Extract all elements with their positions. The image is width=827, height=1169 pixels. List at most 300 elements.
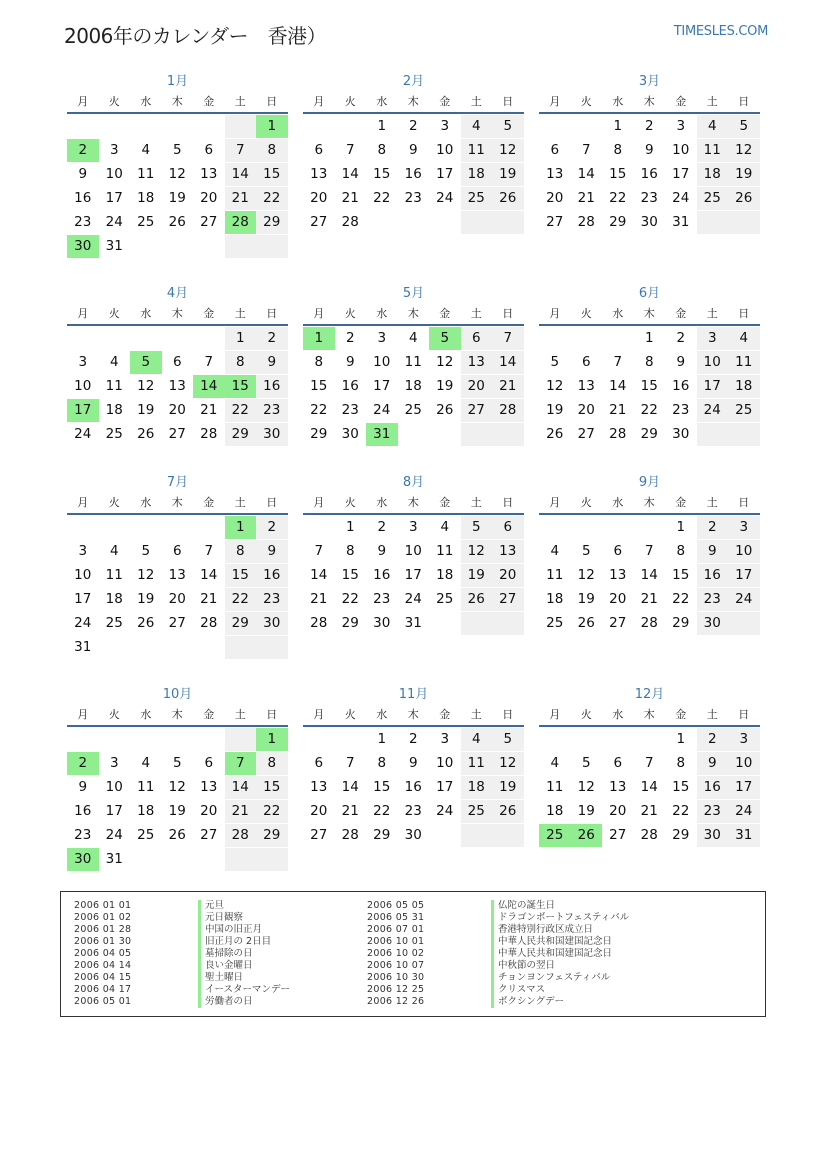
day-cell: 6 bbox=[613, 755, 623, 771]
day-cell: 25 bbox=[461, 800, 493, 823]
day-cell: 1 bbox=[676, 519, 686, 535]
weekday-label: 水 bbox=[376, 496, 388, 509]
month-name: 5月 bbox=[402, 286, 425, 301]
empty-cell bbox=[193, 636, 225, 659]
day-cell: 15 bbox=[225, 375, 257, 398]
day-cell: 4 bbox=[550, 543, 560, 559]
empty-cell bbox=[225, 848, 257, 871]
empty-cell bbox=[130, 327, 162, 350]
day-cell: 6 bbox=[461, 327, 493, 350]
day-cell: 7 bbox=[225, 752, 257, 775]
day-cell: 20 bbox=[168, 591, 186, 607]
day-cell: 21 bbox=[640, 803, 658, 819]
weekday-label: 火 bbox=[344, 496, 356, 509]
day-cell: 27 bbox=[310, 827, 328, 843]
weekday-label: 火 bbox=[580, 307, 592, 320]
day-cell: 13 bbox=[461, 351, 493, 374]
holiday-date: 2006 10 07 bbox=[367, 960, 425, 971]
day-cell: 26 bbox=[137, 615, 155, 631]
holiday-row bbox=[61, 912, 290, 924]
day-cell: 3 bbox=[78, 543, 88, 559]
day-cell: 4 bbox=[461, 115, 493, 138]
day-cell: 11 bbox=[105, 567, 123, 583]
weekday-label: 木 bbox=[407, 307, 419, 320]
weekday-label: 水 bbox=[140, 708, 152, 721]
day-cell: 25 bbox=[436, 591, 454, 607]
day-cell: 12 bbox=[728, 139, 760, 162]
empty-cell bbox=[225, 115, 257, 138]
day-grid bbox=[67, 326, 288, 446]
day-cell: 30 bbox=[341, 426, 359, 442]
day-cell: 5 bbox=[130, 351, 162, 374]
weekday-label: 木 bbox=[171, 307, 183, 320]
day-cell: 8 bbox=[256, 139, 288, 162]
empty-cell bbox=[728, 423, 760, 446]
empty-cell bbox=[492, 612, 524, 635]
weekday-label: 土 bbox=[706, 496, 718, 509]
weekday-label: 金 bbox=[675, 307, 687, 320]
day-cell: 17 bbox=[728, 564, 760, 587]
weekday-label: 火 bbox=[108, 307, 120, 320]
empty-cell bbox=[461, 211, 493, 234]
day-cell: 26 bbox=[137, 426, 155, 442]
empty-cell bbox=[571, 728, 603, 751]
day-grid bbox=[67, 114, 288, 258]
day-grid bbox=[67, 515, 288, 659]
holiday-list-left bbox=[61, 900, 290, 1008]
weekday-label: 金 bbox=[439, 708, 451, 721]
day-cell: 31 bbox=[404, 615, 422, 631]
holiday-date: 2006 01 01 bbox=[74, 900, 132, 911]
day-cell: 29 bbox=[609, 214, 627, 230]
day-cell: 10 bbox=[728, 540, 760, 563]
day-cell: 22 bbox=[672, 591, 690, 607]
day-cell: 29 bbox=[256, 211, 288, 234]
day-cell: 9 bbox=[78, 779, 88, 795]
day-cell: 24 bbox=[672, 190, 690, 206]
day-cell: 1 bbox=[613, 118, 623, 134]
holiday-name: クリスマス bbox=[491, 984, 545, 996]
day-cell: 13 bbox=[546, 166, 564, 182]
day-cell: 22 bbox=[310, 402, 328, 418]
holiday-date: 2006 10 02 bbox=[367, 948, 425, 959]
holiday-date: 2006 05 05 bbox=[367, 900, 425, 911]
day-cell: 12 bbox=[461, 540, 493, 563]
day-cell: 31 bbox=[105, 851, 123, 867]
day-cell: 28 bbox=[492, 399, 524, 422]
day-cell: 27 bbox=[546, 214, 564, 230]
day-cell: 21 bbox=[640, 591, 658, 607]
weekday-label: 土 bbox=[706, 95, 718, 108]
holiday-date: 2006 10 30 bbox=[367, 972, 425, 983]
day-cell: 1 bbox=[256, 115, 288, 138]
weekday-label: 日 bbox=[738, 307, 750, 320]
holiday-date: 2006 01 30 bbox=[74, 936, 132, 947]
day-cell: 4 bbox=[141, 755, 151, 771]
day-cell: 3 bbox=[728, 728, 760, 751]
day-cell: 16 bbox=[697, 776, 729, 799]
weekday-label: 火 bbox=[108, 708, 120, 721]
day-cell: 22 bbox=[256, 187, 288, 210]
empty-cell bbox=[461, 423, 493, 446]
day-cell: 23 bbox=[697, 588, 729, 611]
weekday-label: 日 bbox=[266, 307, 278, 320]
day-cell: 12 bbox=[168, 166, 186, 182]
day-cell: 24 bbox=[404, 591, 422, 607]
day-cell: 30 bbox=[256, 423, 288, 446]
day-cell: 7 bbox=[644, 755, 654, 771]
day-cell: 26 bbox=[461, 588, 493, 611]
weekday-label: 火 bbox=[580, 496, 592, 509]
day-cell: 16 bbox=[74, 803, 92, 819]
day-cell: 20 bbox=[492, 564, 524, 587]
day-cell: 7 bbox=[345, 142, 355, 158]
holiday-name: チョンヨンフェスティバル bbox=[491, 972, 610, 984]
day-cell: 21 bbox=[577, 190, 595, 206]
day-cell: 23 bbox=[341, 402, 359, 418]
day-cell: 26 bbox=[577, 615, 595, 631]
weekday-label: 月 bbox=[549, 307, 561, 320]
day-cell: 13 bbox=[168, 567, 186, 583]
day-cell: 21 bbox=[310, 591, 328, 607]
empty-cell bbox=[99, 728, 131, 751]
month-1 bbox=[67, 72, 288, 258]
holiday-row bbox=[354, 936, 629, 948]
day-cell: 7 bbox=[581, 142, 591, 158]
day-cell: 18 bbox=[137, 190, 155, 206]
month-7 bbox=[67, 473, 288, 659]
holiday-name: 中華人民共和国建国記念日 bbox=[491, 948, 612, 960]
day-cell: 23 bbox=[672, 402, 690, 418]
month-11 bbox=[303, 685, 524, 847]
day-cell: 12 bbox=[492, 752, 524, 775]
day-cell: 3 bbox=[109, 142, 119, 158]
day-cell: 27 bbox=[200, 827, 218, 843]
day-cell: 21 bbox=[341, 803, 359, 819]
empty-cell bbox=[492, 423, 524, 446]
day-cell: 16 bbox=[697, 564, 729, 587]
day-cell: 1 bbox=[644, 330, 654, 346]
day-cell: 15 bbox=[672, 567, 690, 583]
day-cell: 25 bbox=[697, 187, 729, 210]
day-cell: 2 bbox=[697, 516, 729, 539]
day-cell: 18 bbox=[105, 591, 123, 607]
day-cell: 2 bbox=[377, 519, 387, 535]
day-cell: 2 bbox=[676, 330, 686, 346]
day-cell: 30 bbox=[697, 612, 729, 635]
day-cell: 19 bbox=[461, 564, 493, 587]
holiday-date: 2006 10 01 bbox=[367, 936, 425, 947]
day-cell: 13 bbox=[310, 166, 328, 182]
day-cell: 13 bbox=[492, 540, 524, 563]
day-cell: 17 bbox=[436, 779, 454, 795]
day-cell: 1 bbox=[303, 327, 335, 350]
day-cell: 19 bbox=[137, 402, 155, 418]
empty-cell bbox=[539, 115, 571, 138]
day-cell: 8 bbox=[644, 354, 654, 370]
day-cell: 14 bbox=[310, 567, 328, 583]
month-name: 12月 bbox=[634, 687, 665, 702]
day-cell: 26 bbox=[436, 402, 454, 418]
day-cell: 9 bbox=[256, 351, 288, 374]
day-cell: 3 bbox=[676, 118, 686, 134]
day-cell: 14 bbox=[577, 166, 595, 182]
holiday-list-right bbox=[354, 900, 629, 1008]
day-cell: 11 bbox=[461, 139, 493, 162]
weekday-label: 月 bbox=[313, 708, 325, 721]
holiday-row bbox=[61, 996, 290, 1008]
holiday-name: 中国の旧正月 bbox=[198, 924, 262, 936]
day-cell: 12 bbox=[137, 378, 155, 394]
day-cell: 25 bbox=[137, 214, 155, 230]
holiday-row bbox=[354, 984, 629, 996]
day-cell: 28 bbox=[200, 615, 218, 631]
day-cell: 25 bbox=[539, 824, 571, 847]
day-cell: 18 bbox=[105, 402, 123, 418]
holiday-name: 墓掃除の日 bbox=[198, 948, 253, 960]
day-cell: 14 bbox=[225, 163, 257, 186]
site-name: TIMESLES.COM bbox=[673, 24, 768, 39]
empty-cell bbox=[429, 612, 461, 635]
day-cell: 20 bbox=[200, 190, 218, 206]
day-cell: 16 bbox=[74, 190, 92, 206]
weekday-label: 水 bbox=[140, 95, 152, 108]
day-cell: 9 bbox=[676, 354, 686, 370]
holiday-name: ボクシングデー bbox=[491, 996, 564, 1008]
weekday-label: 木 bbox=[643, 95, 655, 108]
day-cell: 7 bbox=[225, 139, 257, 162]
day-cell: 31 bbox=[74, 639, 92, 655]
day-cell: 5 bbox=[429, 327, 461, 350]
day-grid bbox=[539, 114, 760, 234]
weekday-label: 日 bbox=[266, 496, 278, 509]
weekday-label: 火 bbox=[108, 496, 120, 509]
day-cell: 18 bbox=[728, 375, 760, 398]
day-cell: 9 bbox=[408, 142, 418, 158]
day-cell: 17 bbox=[74, 591, 92, 607]
holiday-date: 2006 01 28 bbox=[74, 924, 132, 935]
empty-cell bbox=[697, 423, 729, 446]
day-cell: 15 bbox=[672, 779, 690, 795]
weekday-label: 土 bbox=[706, 307, 718, 320]
day-cell: 9 bbox=[377, 543, 387, 559]
holiday-name: イースターマンデー bbox=[198, 984, 290, 996]
day-cell: 31 bbox=[728, 824, 760, 847]
weekday-label: 日 bbox=[502, 708, 514, 721]
day-cell: 21 bbox=[492, 375, 524, 398]
day-cell: 2 bbox=[67, 752, 99, 775]
day-cell: 10 bbox=[728, 752, 760, 775]
day-cell: 3 bbox=[697, 327, 729, 350]
day-grid bbox=[67, 727, 288, 871]
empty-cell bbox=[99, 327, 131, 350]
weekday-header bbox=[67, 92, 288, 112]
empty-cell bbox=[162, 728, 194, 751]
day-cell: 8 bbox=[256, 752, 288, 775]
weekday-label: 日 bbox=[738, 95, 750, 108]
day-cell: 7 bbox=[644, 543, 654, 559]
day-cell: 3 bbox=[377, 330, 387, 346]
holiday-name: 仏陀の誕生日 bbox=[491, 900, 555, 912]
day-cell: 27 bbox=[461, 399, 493, 422]
empty-cell bbox=[130, 728, 162, 751]
weekday-label: 月 bbox=[77, 307, 89, 320]
day-cell: 7 bbox=[314, 543, 324, 559]
empty-cell bbox=[492, 211, 524, 234]
empty-cell bbox=[193, 728, 225, 751]
day-cell: 11 bbox=[404, 354, 422, 370]
day-cell: 26 bbox=[571, 824, 603, 847]
holiday-row bbox=[354, 996, 629, 1008]
day-cell: 9 bbox=[256, 540, 288, 563]
weekday-label: 金 bbox=[203, 95, 215, 108]
empty-cell bbox=[162, 636, 194, 659]
empty-cell bbox=[634, 728, 666, 751]
day-cell: 23 bbox=[256, 399, 288, 422]
day-cell: 14 bbox=[193, 375, 225, 398]
day-cell: 20 bbox=[546, 190, 564, 206]
weekday-label: 金 bbox=[203, 496, 215, 509]
day-cell: 28 bbox=[609, 426, 627, 442]
day-cell: 6 bbox=[204, 755, 214, 771]
day-cell: 3 bbox=[440, 118, 450, 134]
day-cell: 12 bbox=[492, 139, 524, 162]
empty-cell bbox=[461, 612, 493, 635]
empty-cell bbox=[539, 728, 571, 751]
weekday-header bbox=[539, 304, 760, 324]
day-cell: 29 bbox=[225, 612, 257, 635]
weekday-label: 土 bbox=[470, 708, 482, 721]
day-cell: 17 bbox=[697, 375, 729, 398]
day-cell: 19 bbox=[137, 591, 155, 607]
weekday-label: 土 bbox=[470, 95, 482, 108]
day-cell: 19 bbox=[168, 803, 186, 819]
holiday-list bbox=[60, 891, 766, 1017]
day-grid bbox=[539, 326, 760, 446]
empty-cell bbox=[335, 728, 367, 751]
day-cell: 12 bbox=[137, 567, 155, 583]
day-grid bbox=[303, 326, 524, 446]
weekday-label: 金 bbox=[439, 95, 451, 108]
day-cell: 16 bbox=[640, 166, 658, 182]
day-cell: 15 bbox=[225, 564, 257, 587]
day-grid bbox=[539, 515, 760, 635]
day-cell: 1 bbox=[345, 519, 355, 535]
day-cell: 28 bbox=[225, 211, 257, 234]
day-grid bbox=[303, 515, 524, 635]
day-cell: 5 bbox=[492, 115, 524, 138]
day-cell: 9 bbox=[408, 755, 418, 771]
day-cell: 22 bbox=[609, 190, 627, 206]
day-cell: 25 bbox=[137, 827, 155, 843]
weekday-label: 土 bbox=[234, 708, 246, 721]
weekday-label: 日 bbox=[266, 708, 278, 721]
day-cell: 27 bbox=[200, 214, 218, 230]
day-cell: 29 bbox=[640, 426, 658, 442]
day-cell: 8 bbox=[676, 543, 686, 559]
day-cell: 27 bbox=[577, 426, 595, 442]
holiday-row bbox=[354, 924, 629, 936]
weekday-header bbox=[539, 493, 760, 513]
weekday-label: 月 bbox=[549, 496, 561, 509]
day-cell: 20 bbox=[200, 803, 218, 819]
day-cell: 19 bbox=[577, 591, 595, 607]
day-cell: 27 bbox=[609, 827, 627, 843]
holiday-date: 2006 05 31 bbox=[367, 912, 425, 923]
day-cell: 24 bbox=[697, 399, 729, 422]
day-cell: 10 bbox=[436, 142, 454, 158]
weekday-label: 土 bbox=[706, 708, 718, 721]
day-cell: 17 bbox=[373, 378, 391, 394]
day-cell: 18 bbox=[697, 163, 729, 186]
day-cell: 4 bbox=[461, 728, 493, 751]
day-cell: 24 bbox=[373, 402, 391, 418]
empty-cell bbox=[225, 728, 257, 751]
day-cell: 13 bbox=[577, 378, 595, 394]
day-cell: 27 bbox=[168, 426, 186, 442]
empty-cell bbox=[193, 848, 225, 871]
day-cell: 4 bbox=[109, 354, 119, 370]
day-cell: 31 bbox=[105, 238, 123, 254]
day-grid bbox=[303, 114, 524, 234]
day-cell: 5 bbox=[172, 755, 182, 771]
holiday-name: 中華人民共和国建国記念日 bbox=[491, 936, 612, 948]
holiday-date: 2006 05 01 bbox=[74, 996, 132, 1007]
day-cell: 15 bbox=[373, 779, 391, 795]
day-cell: 2 bbox=[256, 516, 288, 539]
holiday-name: 香港特別行政区成立日 bbox=[491, 924, 593, 936]
empty-cell bbox=[193, 115, 225, 138]
day-cell: 14 bbox=[225, 776, 257, 799]
day-cell: 10 bbox=[74, 567, 92, 583]
day-cell: 31 bbox=[366, 423, 398, 446]
day-cell: 7 bbox=[204, 354, 214, 370]
day-cell: 11 bbox=[697, 139, 729, 162]
empty-cell bbox=[571, 516, 603, 539]
day-cell: 6 bbox=[314, 755, 324, 771]
empty-cell bbox=[67, 115, 99, 138]
day-cell: 16 bbox=[404, 166, 422, 182]
month-10 bbox=[67, 685, 288, 871]
day-cell: 24 bbox=[436, 803, 454, 819]
day-cell: 15 bbox=[256, 163, 288, 186]
weekday-label: 水 bbox=[140, 307, 152, 320]
day-cell: 7 bbox=[492, 327, 524, 350]
page-title: 2006年のカレンダー 香港） bbox=[64, 24, 327, 48]
day-cell: 15 bbox=[341, 567, 359, 583]
day-cell: 16 bbox=[404, 779, 422, 795]
day-cell: 10 bbox=[74, 378, 92, 394]
day-cell: 6 bbox=[581, 354, 591, 370]
empty-cell bbox=[303, 115, 335, 138]
weekday-label: 木 bbox=[171, 708, 183, 721]
day-cell: 24 bbox=[105, 214, 123, 230]
day-cell: 30 bbox=[640, 214, 658, 230]
day-cell: 12 bbox=[436, 354, 454, 370]
month-name: 11月 bbox=[398, 687, 429, 702]
holiday-row bbox=[354, 900, 629, 912]
day-cell: 6 bbox=[172, 543, 182, 559]
day-cell: 9 bbox=[644, 142, 654, 158]
empty-cell bbox=[162, 327, 194, 350]
weekday-label: 月 bbox=[549, 708, 561, 721]
weekday-label: 水 bbox=[612, 307, 624, 320]
weekday-label: 水 bbox=[376, 95, 388, 108]
weekday-header bbox=[303, 493, 524, 513]
day-cell: 11 bbox=[137, 166, 155, 182]
month-name: 2月 bbox=[402, 74, 425, 89]
holiday-row bbox=[354, 972, 629, 984]
